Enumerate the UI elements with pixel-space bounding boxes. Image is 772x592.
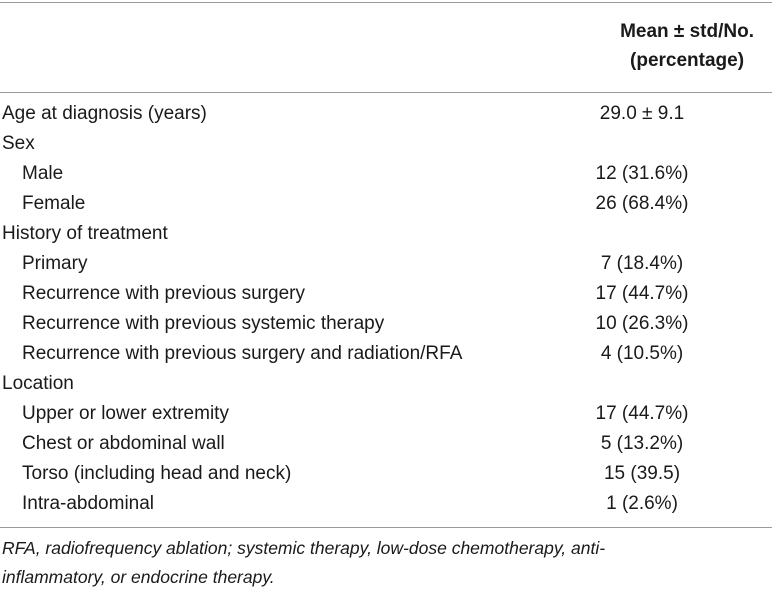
table-row: [0, 489, 772, 519]
row-label: Age at diagnosis (years): [2, 103, 207, 124]
table-row: [0, 249, 772, 279]
row-value: 26 (68.4%): [595, 193, 689, 214]
table-footnote: [0, 528, 772, 592]
section-label: History of treatment: [2, 223, 168, 244]
row-value: 7 (18.4%): [600, 253, 684, 274]
table-row: [0, 159, 772, 189]
value-column-header-line1: Mean ± std/No.: [620, 21, 754, 42]
row-value: 1 (2.6%): [606, 493, 678, 514]
row-value: 15 (39.5): [603, 463, 681, 484]
table-body: [0, 99, 772, 519]
row-label: Primary: [22, 253, 88, 274]
row-value: [528, 219, 772, 249]
row-value: [528, 369, 772, 399]
row-label: Intra-abdominal: [22, 493, 155, 514]
row-value: [528, 129, 772, 159]
row-value: 12 (31.6%): [595, 163, 689, 184]
table-row: [0, 129, 772, 159]
row-value: 4 (10.5%): [600, 343, 684, 364]
row-value: 5 (13.2%): [600, 433, 684, 454]
value-column-header: [620, 17, 754, 75]
table-row: [0, 189, 772, 219]
table-row: [0, 339, 772, 369]
table-row: [0, 399, 772, 429]
table-header: [0, 3, 772, 92]
row-label: Female: [22, 193, 86, 214]
row-label: Male: [22, 163, 64, 184]
section-label: Sex: [2, 133, 35, 154]
row-label: Chest or abdominal wall: [22, 433, 225, 454]
footnote-line2: inflammatory, or endocrine therapy.: [2, 567, 275, 587]
footnote-line1: RFA, radiofrequency ablation; systemic therapy, low-dose chemotherapy, anti-: [2, 538, 606, 558]
row-label: Torso (including head and neck): [22, 463, 292, 484]
row-label: Recurrence with previous systemic therapy: [22, 313, 385, 334]
header-rule: [0, 92, 772, 93]
table-row: [0, 309, 772, 339]
row-label: Upper or lower extremity: [22, 403, 229, 424]
row-value: 17 (44.7%): [595, 403, 689, 424]
row-value: 10 (26.3%): [595, 313, 689, 334]
value-column-header-line2: (percentage): [630, 50, 745, 71]
row-value: 29.0 ± 9.1: [599, 103, 685, 124]
table-row: [0, 279, 772, 309]
row-label: Recurrence with previous surgery: [22, 283, 306, 304]
table-row: [0, 459, 772, 489]
section-label: Location: [2, 373, 74, 394]
row-label: Recurrence with previous surgery and radiation/RFA: [22, 343, 463, 364]
table-row: [0, 429, 772, 459]
row-value: 17 (44.7%): [595, 283, 689, 304]
table-row: [0, 369, 772, 399]
table-row: [0, 99, 772, 129]
table-row: [0, 219, 772, 249]
